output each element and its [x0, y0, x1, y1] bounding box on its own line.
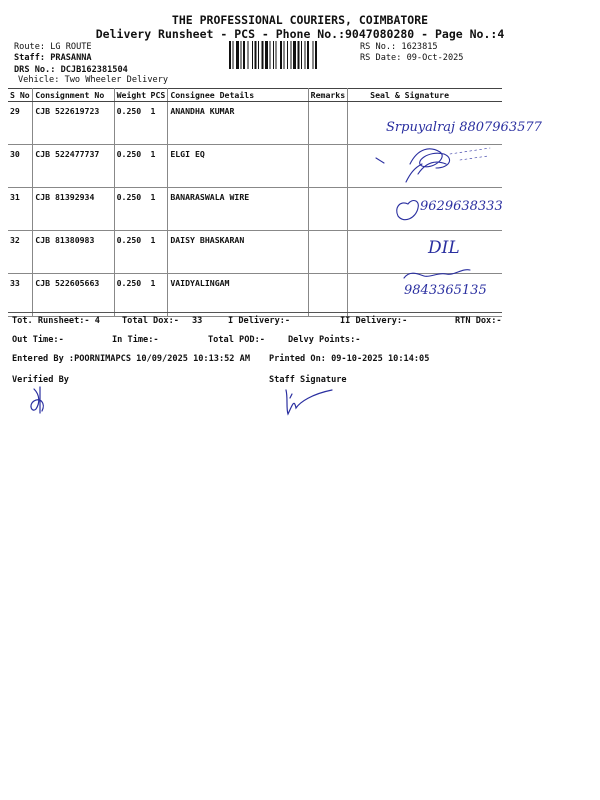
header-remarks: Remarks [308, 89, 348, 102]
total-dox-label: Total Dox:- [122, 316, 179, 326]
out-time: Out Time:- [12, 335, 64, 345]
vehicle-label: Vehicle: Two Wheeler Delivery [18, 75, 169, 85]
cell-remarks [308, 145, 348, 188]
totals-divider [8, 312, 502, 313]
cell-consignment: CJB 522605663 [33, 274, 114, 317]
cell-consignment: CJB 522619723 [33, 102, 114, 145]
cell-remarks [308, 102, 348, 145]
cell-consignee: ELGI EQ [168, 145, 308, 188]
cell-sno: 33 [8, 274, 33, 317]
staff-signature-label: Staff Signature [269, 375, 347, 385]
signature-row-29: Srpuyalraj 8807963577 [386, 120, 542, 135]
total-dox-value: 33 [192, 316, 203, 326]
cell-pcs: 1 [149, 274, 168, 317]
cell-consignee: VAIDYALINGAM [168, 274, 308, 317]
total-runsheet: Tot. Runsheet:- 4 [12, 316, 100, 326]
handwritten-signatures [370, 108, 570, 308]
cell-weight: 0.250 [114, 274, 148, 317]
cell-sno: 32 [8, 231, 33, 274]
header-pcs: PCS [149, 89, 168, 102]
cell-pcs: 1 [149, 231, 168, 274]
cell-weight: 0.250 [114, 145, 148, 188]
barcode [229, 41, 357, 69]
verified-by-label: Verified By [12, 375, 69, 385]
rtn-dox: RTN Dox:- [455, 316, 502, 326]
cell-sno: 30 [8, 145, 33, 188]
verified-by-signature [26, 385, 66, 415]
header-consignment: Consignment No [33, 89, 114, 102]
rs-date: RS Date: 09-Oct-2025 [360, 53, 464, 63]
cell-consignee: ANANDHA KUMAR [168, 102, 308, 145]
cell-sno: 31 [8, 188, 33, 231]
cell-sno: 29 [8, 102, 33, 145]
signature-row-31: 9629638333 [420, 199, 503, 214]
cell-consignment: CJB 81392934 [33, 188, 114, 231]
signature-row-33: 9843365135 [404, 283, 487, 298]
signature-row-32: DIL [428, 238, 460, 258]
cell-weight: 0.250 [114, 188, 148, 231]
header-sno: S No [8, 89, 33, 102]
cell-weight: 0.250 [114, 102, 148, 145]
in-time: In Time:- [112, 335, 159, 345]
cell-pcs: 1 [149, 102, 168, 145]
cell-remarks [308, 188, 348, 231]
signature-row-30 [376, 149, 450, 182]
cell-consignment: CJB 81380983 [33, 231, 114, 274]
cell-weight: 0.250 [114, 231, 148, 274]
cell-consignee: BANARASWALA WIRE [168, 188, 308, 231]
cell-pcs: 1 [149, 188, 168, 231]
cell-consignment: CJB 522477737 [33, 145, 114, 188]
route-label: Route: LG ROUTE [14, 42, 92, 52]
header-consignee: Consignee Details [168, 89, 308, 102]
ii-delivery: II Delivery:- [340, 316, 408, 326]
signature-row-31-mark [397, 201, 419, 220]
cell-remarks [308, 274, 348, 317]
company-title: THE PROFESSIONAL COURIERS, COIMBATORE [171, 13, 429, 27]
cell-pcs: 1 [149, 145, 168, 188]
drs-number: DRS No.: DCJB162381504 [14, 65, 128, 75]
total-pod: Total POD:- [208, 335, 265, 345]
entered-by: Entered By :POORNIMAPCS 10/09/2025 10:13:52 AM [12, 354, 250, 364]
cell-remarks [308, 231, 348, 274]
runsheet-subtitle: Delivery Runsheet - PCS - Phone No.:9047080280 - Page No.:4 [95, 27, 505, 41]
table-header-row [8, 89, 502, 102]
printed-on: Printed On: 09-10-2025 10:14:05 [269, 354, 430, 364]
i-delivery: I Delivery:- [228, 316, 291, 326]
rs-number: RS No.: 1623815 [360, 42, 438, 52]
header-weight: Weight [114, 89, 148, 102]
cell-consignee: DAISY BHASKARAN [168, 231, 308, 274]
staff-label: Staff: PRASANNA [14, 53, 92, 63]
staff-signature-mark [282, 384, 342, 418]
signature-row-33-mark [404, 270, 470, 278]
delvy-points: Delvy Points:- [288, 335, 361, 345]
header-signature: Seal & Signature [348, 89, 502, 102]
